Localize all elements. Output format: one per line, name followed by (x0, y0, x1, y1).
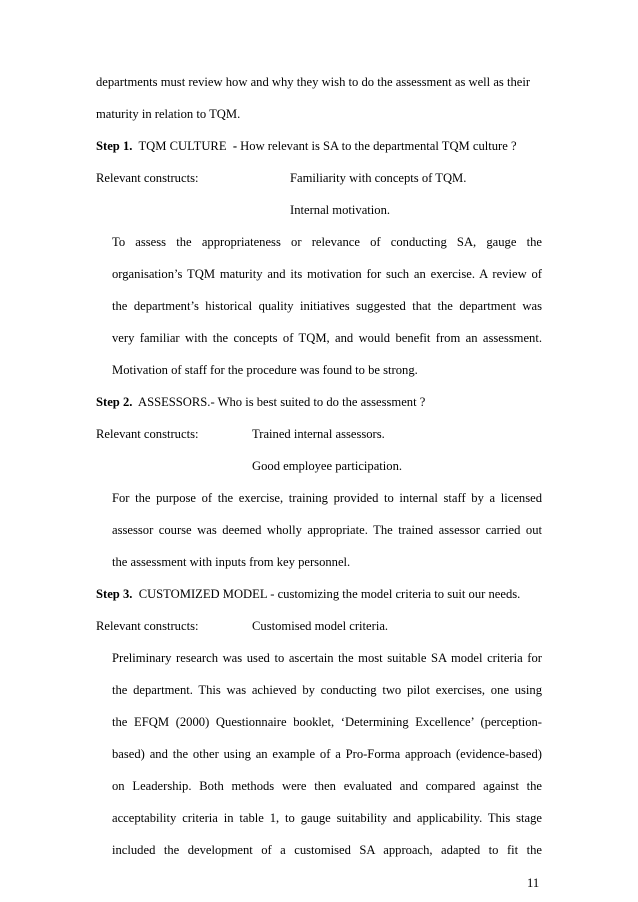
step3-body-line-3: the EFQM (2000) Questionnaire booklet, ‘Determining Excellence’ (perception- (112, 715, 542, 729)
step1-label: Step 1. (96, 139, 133, 153)
step2-question: Who is best suited to do the assessment ? (217, 395, 426, 409)
step3-dash: - (270, 587, 275, 601)
step1-heading (96, 138, 517, 154)
step3-body-line-1: Preliminary research was used to ascertain the most suitable SA model criteria for (112, 651, 542, 665)
step3-body-line-5: on Leadership. Both methods were then evaluated and compared against the (112, 779, 542, 793)
intro-line-2: maturity in relation to TQM. (96, 107, 241, 121)
step2-body-line-2: assessor course was deemed wholly appropriate. The trained assessor carried out (112, 523, 542, 537)
step3-heading (96, 586, 520, 602)
step2-dash: - (210, 395, 215, 409)
step1-question: How relevant is SA to the departmental TQM culture ? (240, 139, 517, 153)
step3-title: CUSTOMIZED MODEL (138, 587, 268, 601)
step1-body-line-2: organisation’s TQM maturity and its motivation for such an exercise. A review of (112, 267, 542, 281)
step1-title: TQM CULTURE (138, 139, 227, 153)
step3-body-line-7: included the development of a customised SA approach, adapted to fit the (112, 843, 542, 857)
step3-constructs-label: Relevant constructs: (96, 619, 199, 633)
step3-question: customizing the model criteria to suit our needs. (277, 587, 521, 601)
step1-construct-2: Internal motivation. (290, 203, 391, 217)
step2-construct-2: Good employee participation. (252, 459, 403, 473)
step2-body-line-1: For the purpose of the exercise, training provided to internal staff by a licensed (112, 491, 542, 505)
step2-label: Step 2. (96, 395, 133, 409)
step3-label: Step 3. (96, 587, 133, 601)
step3-body-line-4: based) and the other using an example of a Pro-Forma approach (evidence-based) (112, 747, 542, 761)
step1-construct-1: Familiarity with concepts of TQM. (290, 171, 467, 185)
step1-body-line-1: To assess the appropriateness or relevance of conducting SA, gauge the (112, 235, 542, 249)
step2-constructs-label: Relevant constructs: (96, 427, 199, 441)
intro-line-1: departments must review how and why they wish to do the assessment as well as their (96, 75, 531, 89)
step3-body-line-2: the department. This was achieved by conducting two pilot exercises, one using (112, 683, 542, 697)
page-number: 11 (527, 876, 540, 890)
step1-body-line-5: Motivation of staff for the procedure was found to be strong. (112, 363, 418, 377)
step2-construct-1: Trained internal assessors. (252, 427, 385, 441)
step2-title: ASSESSORS. (138, 395, 211, 409)
step1-body-line-4: very familiar with the concepts of TQM, and would benefit from an assessment. (112, 331, 542, 345)
step3-body-line-6: acceptability criteria in table 1, to gauge suitability and applicability. This stage (112, 811, 542, 825)
step3-construct-1: Customised model criteria. (252, 619, 389, 633)
step2-heading (96, 394, 425, 410)
step1-constructs-label: Relevant constructs: (96, 171, 199, 185)
step1-body-line-3: the department’s historical quality initiatives suggested that the department was (112, 299, 542, 313)
step1-dash: - (232, 139, 238, 153)
step2-body-line-3: the assessment with inputs from key personnel. (112, 555, 351, 569)
